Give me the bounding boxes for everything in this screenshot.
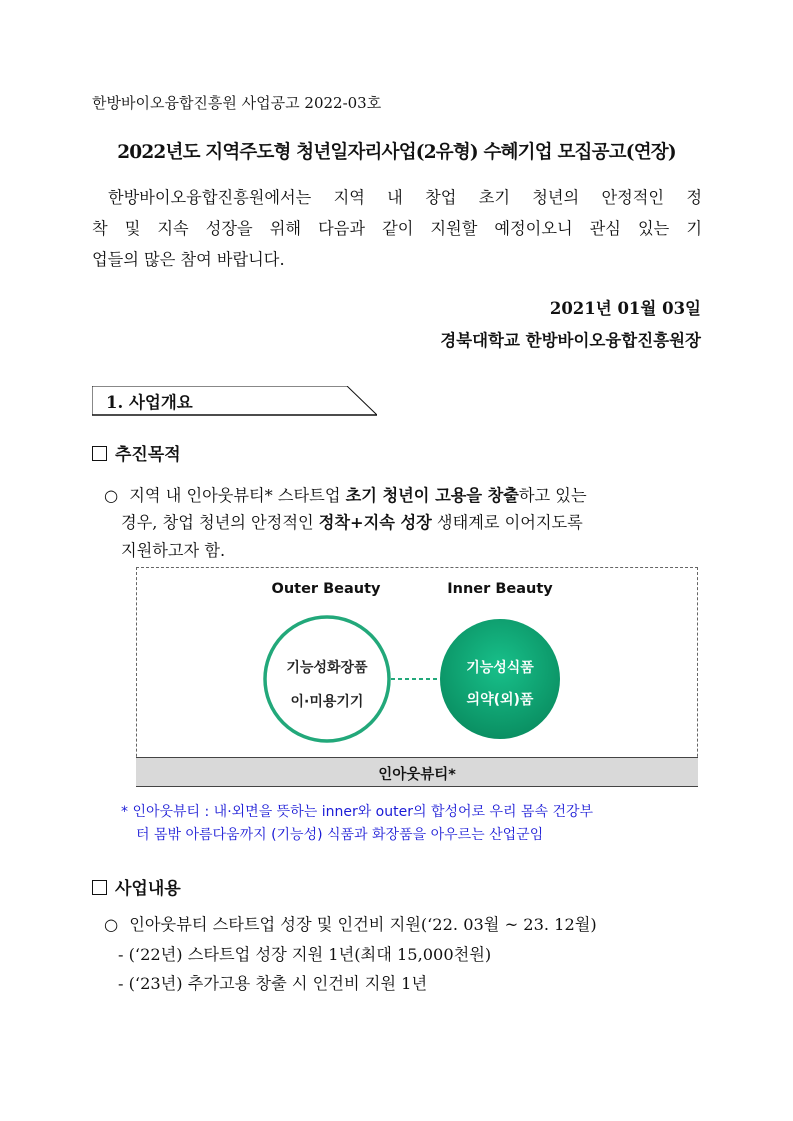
content-heading xyxy=(92,874,181,899)
inner-beauty-label: Inner Beauty xyxy=(447,581,553,597)
signer-name: 경북대학교 한방바이오융합진흥원장 xyxy=(440,331,701,350)
intro-line-1: 한방바이오융합진흥원에서는 지역 내 창업 초기 청년의 안정적인 정 xyxy=(108,188,702,207)
outer-beauty-circle xyxy=(265,617,389,741)
beauty-circles xyxy=(260,612,560,747)
notice-number: 한방바이오융합진흥원 사업공고 2022-03호 xyxy=(92,94,382,112)
purpose-text: 경우, 창업 청년의 안정적인 xyxy=(121,513,319,532)
purpose-emphasis: 초기 청년이 고용을 창출 xyxy=(345,486,519,505)
footnote-line-1: * 인아웃뷰티 : 내·외면을 뜻하는 inner와 outer의 합성어로 우리 몸속 건강부 xyxy=(121,804,594,820)
footnote-line-2: 터 몸밖 아름다움까지 (기능성) 식품과 화장품을 아우르는 산업군임 xyxy=(136,827,544,843)
purpose-text: 지역 내 인아웃뷰티* 스타트업 xyxy=(129,486,346,505)
purpose-line-3: 지원하고자 함. xyxy=(121,541,226,560)
content-heading-text: 사업내용 xyxy=(115,879,181,899)
purpose-heading xyxy=(92,440,181,465)
inner-item-2: 의약(외)품 xyxy=(466,692,534,708)
purpose-emphasis: 정착+지속 성장 xyxy=(318,513,432,532)
purpose-line-1 xyxy=(104,482,587,506)
diagram-footer-label: 인아웃뷰티* xyxy=(378,767,456,783)
checkbox-square-icon xyxy=(92,446,107,461)
inner-item-1: 기능성식품 xyxy=(466,660,534,676)
circle-bullet: ○ xyxy=(104,486,119,505)
purpose-line-2 xyxy=(121,509,583,533)
announcement-date: 2021년 01월 03일 xyxy=(549,299,701,318)
checkbox-square-icon xyxy=(92,880,107,895)
outer-item-1: 기능성화장품 xyxy=(286,660,368,676)
circle-bullet: ○ xyxy=(104,915,119,934)
content-item-1: - (‘22년) 스타트업 성장 지원 1년(최대 15,000천원) xyxy=(118,945,492,964)
inner-beauty-circle xyxy=(440,619,560,739)
purpose-text: 하고 있는 xyxy=(518,486,587,505)
outer-item-2: 이·미용기기 xyxy=(290,694,364,710)
section-title: 1. 사업개요 xyxy=(106,393,193,412)
intro-line-3: 업들의 많은 참여 바랍니다. xyxy=(92,250,285,269)
content-item-2: - (‘23년) 추가고용 창출 시 인건비 지원 1년 xyxy=(118,974,428,993)
content-text: 인아웃뷰티 스타트업 성장 및 인건비 지원(‘22. 03월 ~ 23. 12월) xyxy=(129,915,597,934)
content-line-1 xyxy=(104,911,597,935)
outer-beauty-label: Outer Beauty xyxy=(271,581,381,597)
document-title: 2022년도 지역주도형 청년일자리사업(2유형) 수혜기업 모집공고(연장) xyxy=(117,142,676,163)
purpose-text: 생태계로 이어지도록 xyxy=(431,513,583,532)
purpose-heading-text: 추진목적 xyxy=(115,445,181,465)
intro-line-2: 착 및 지속 성장을 위해 다음과 같이 지원할 예정이오니 관심 있는 기 xyxy=(92,219,702,238)
